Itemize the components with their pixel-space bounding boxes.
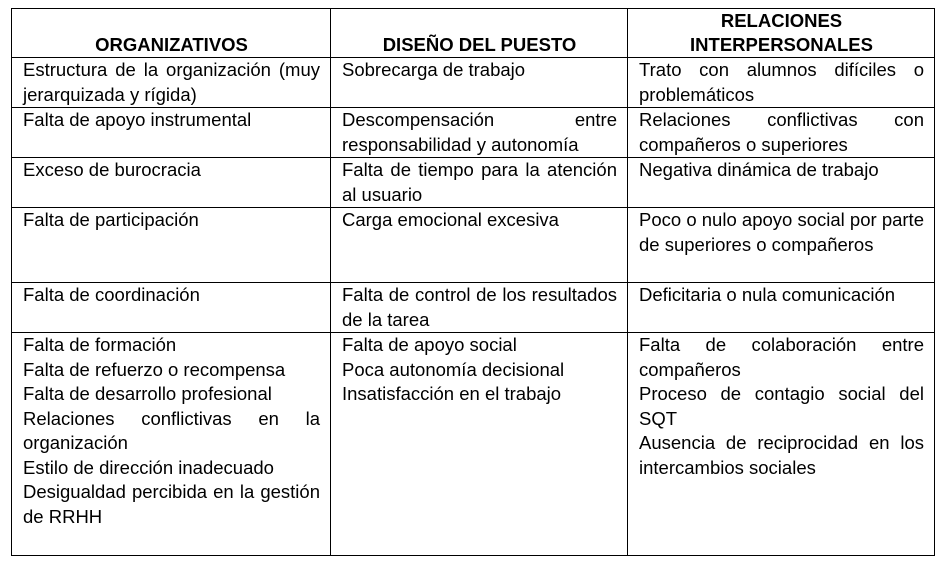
cell-diseno-del-puesto bbox=[331, 208, 628, 283]
cell-item: Trato con alumnos difíciles o problemáticos bbox=[639, 59, 924, 105]
stress-factors-table bbox=[11, 8, 935, 556]
table-row bbox=[12, 158, 935, 208]
cell-item: Poco o nulo apoyo social por parte de superiores o compañeros bbox=[639, 209, 924, 255]
cell-item: Falta de apoyo social bbox=[342, 334, 517, 355]
header-organizativos: ORGANIZATIVOS bbox=[12, 9, 331, 58]
cell-relaciones-interpersonales bbox=[628, 158, 935, 208]
cell-item: Desigualdad percibida en la gestión de RRHH bbox=[23, 481, 320, 527]
cell-item: Falta de apoyo instrumental bbox=[23, 109, 252, 130]
cell-item: Falta de colaboración entre compañeros bbox=[639, 334, 924, 380]
cell-diseno-del-puesto bbox=[331, 158, 628, 208]
table-row bbox=[12, 333, 935, 556]
header-row bbox=[12, 9, 935, 58]
cell-organizativos bbox=[12, 108, 331, 158]
cell-item: Falta de coordinación bbox=[23, 284, 200, 305]
cell-item: Relaciones conflictivas con compañeros o superiores bbox=[639, 109, 924, 155]
cell-item: Insatisfacción en el trabajo bbox=[342, 383, 562, 404]
cell-item: Negativa dinámica de trabajo bbox=[639, 159, 879, 180]
cell-item: Estructura de la organización (muy jerarquizada y rígida) bbox=[23, 59, 320, 105]
cell-relaciones-interpersonales bbox=[628, 283, 935, 333]
cell-diseno-del-puesto bbox=[331, 108, 628, 158]
cell-item: Falta de desarrollo profesional bbox=[23, 383, 272, 404]
cell-relaciones-interpersonales bbox=[628, 208, 935, 283]
cell-diseno-del-puesto bbox=[331, 58, 628, 108]
cell-organizativos bbox=[12, 208, 331, 283]
cell-item: Falta de refuerzo o recompensa bbox=[23, 358, 286, 380]
cell-relaciones-interpersonales bbox=[628, 58, 935, 108]
cell-item: Descompensación entre responsabilidad y autonomía bbox=[342, 109, 617, 155]
cell-relaciones-interpersonales bbox=[628, 108, 935, 158]
cell-organizativos bbox=[12, 283, 331, 333]
cell-item: Deficitaria o nula comunicación bbox=[639, 284, 896, 305]
cell-item: Sobrecarga de trabajo bbox=[342, 59, 526, 80]
table-row bbox=[12, 108, 935, 158]
cell-organizativos bbox=[12, 58, 331, 108]
cell-item: Estilo de dirección inadecuado bbox=[23, 456, 274, 478]
header-relaciones-interpersonales: RELACIONES INTERPERSONALES bbox=[628, 9, 935, 58]
cell-item: Poca autonomía decisional bbox=[342, 358, 565, 380]
table-row bbox=[12, 208, 935, 283]
cell-item: Falta de formación bbox=[23, 334, 177, 355]
cell-item: Falta de control de los resultados de la tarea bbox=[342, 284, 617, 330]
cell-item: Falta de tiempo para la atención al usuario bbox=[342, 159, 617, 205]
cell-diseno-del-puesto bbox=[331, 333, 628, 556]
cell-item: Carga emocional excesiva bbox=[342, 209, 559, 230]
cell-item: Exceso de burocracia bbox=[23, 159, 201, 180]
cell-item: Falta de participación bbox=[23, 209, 199, 230]
cell-item: Ausencia de reciprocidad en los intercambios sociales bbox=[639, 432, 924, 478]
cell-organizativos bbox=[12, 333, 331, 556]
cell-item: Relaciones conflictivas en la organización bbox=[23, 407, 320, 453]
cell-item: Proceso de contagio social del SQT bbox=[639, 383, 924, 429]
cell-organizativos bbox=[12, 158, 331, 208]
table-row bbox=[12, 58, 935, 108]
cell-diseno-del-puesto bbox=[331, 283, 628, 333]
header-diseno-del-puesto: DISEÑO DEL PUESTO bbox=[331, 9, 628, 58]
cell-relaciones-interpersonales bbox=[628, 333, 935, 556]
table-row bbox=[12, 283, 935, 333]
